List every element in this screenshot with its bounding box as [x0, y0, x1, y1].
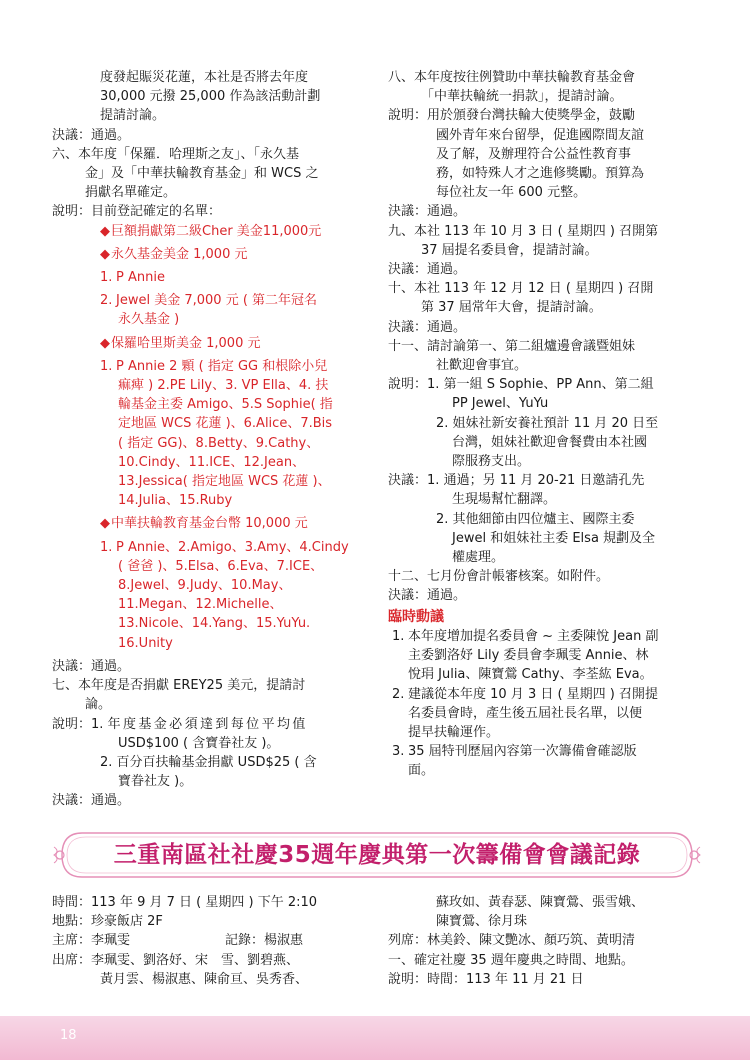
item-text: 本年度是否捐獻 EREY25 美元，提請討: [78, 678, 306, 694]
resolution: [52, 657, 370, 676]
item-number: 六、: [52, 146, 79, 162]
resolution-label: 決議：: [52, 793, 92, 809]
meeting-info-right: [388, 893, 700, 989]
text-line: ( 指定 GG)、8.Betty、9.Cathy、: [118, 435, 320, 451]
heading-text: 中華扶輪教育基金台幣 10,000 元: [111, 516, 308, 532]
text-line: 16.Unity: [118, 635, 173, 651]
motion-item: [388, 742, 700, 761]
item-six: [52, 145, 370, 164]
field-value: 林美鈴、陳文艷冰、顏巧筑、黃明清: [427, 933, 636, 949]
text-line: 37 屆提名委員會，提請討論。: [421, 242, 598, 258]
meeting-info-left: [52, 893, 372, 989]
text-line: Jewel 和姐妹社主委 Elsa 規劃及全: [452, 530, 656, 546]
text-line: 權處理。: [452, 550, 505, 566]
resolution: [388, 318, 700, 337]
donation-heading: [52, 514, 370, 533]
text-line: USD$100 ( 含寶眷社友 )。: [118, 735, 280, 751]
donation-heading: [52, 245, 370, 264]
explanation-label: 說明：: [388, 108, 428, 124]
text-line: 寶眷社友 )。: [118, 774, 193, 790]
field-value: 113 年 9 月 7 日 ( 星期四 ) 下午 2:10: [91, 895, 318, 910]
resolution-label: 決議：: [388, 204, 428, 220]
text-line: 提請討論。: [100, 108, 166, 124]
resolution-value: 通過。: [427, 262, 467, 278]
text-line: 金」及「中華扶輪教育基金」和 WCS 之: [85, 166, 319, 182]
text-line: 「中華扶輪統一捐款」，提請討論。: [421, 89, 623, 105]
list-number: 1.: [427, 473, 440, 489]
explanation: [388, 106, 700, 125]
explanation-label: 說明：: [52, 716, 92, 732]
item-text: 本年度按往例贊助中華扶輪教育基金會: [414, 70, 636, 85]
text-line: 度發起賑災花蓮，本社是否將去年度: [100, 70, 309, 85]
meeting-observers: [388, 931, 700, 950]
item-text: 請討論第一、第二組爐邊會議暨姐妹: [427, 338, 636, 354]
resolution: [388, 202, 700, 221]
motion-item: [388, 685, 700, 704]
banner-title: 三重南區社社慶35週年慶典第一次籌備會會議記錄: [113, 842, 641, 868]
text-line: 永久基金 ): [118, 312, 180, 328]
text-line: 名委員會時，產生後五屆社長名單，以便: [408, 705, 643, 721]
list-text: 通過；另 11 月 20-21 日邀請孔先: [443, 473, 645, 489]
resolution: [52, 791, 370, 810]
text-line: ( 爸爸 )、5.Elsa、6.Eva、7.ICE、: [118, 558, 324, 574]
item-text: 七月份會計帳審核案。如附件。: [427, 569, 610, 585]
meeting-place: [52, 912, 372, 931]
item-number: 九、: [388, 223, 415, 239]
item-nine: [388, 222, 700, 241]
section-heading: 臨時動議: [388, 608, 444, 625]
list-text: P Annie、2.Amigo、3.Amy、4.Cindy: [116, 539, 349, 555]
resolution-label: 決議：: [388, 319, 428, 335]
item-eleven: [388, 337, 700, 356]
text-line: 蘇玫如、黃春瑟、陳寶鶯、張雪娥、: [436, 895, 645, 910]
resolution-value: 通過。: [91, 658, 131, 674]
resolution-label: 決議：: [52, 658, 92, 674]
list-item: [388, 510, 700, 529]
item-number: 十一、: [388, 338, 428, 354]
explanation: [388, 375, 700, 394]
list-text: 建議從本年度 10 月 3 日 ( 星期四 ) 召開提: [408, 686, 659, 702]
list-number: 2.: [436, 415, 449, 431]
list-number: 1.: [100, 539, 113, 555]
diamond-icon: ◆: [100, 223, 110, 239]
field-value: 李珮雯: [91, 933, 131, 949]
text-line: 8.Jewel、9.Judy、10.May、: [118, 578, 292, 594]
list-text: P Annie 2 顆 ( 指定 GG 和根除小兒: [116, 358, 328, 374]
explanation-label: 說明：: [52, 204, 92, 220]
text-line: 論。: [85, 697, 112, 713]
item-number: 十、: [388, 281, 415, 297]
text-line: 11.Megan、12.Michelle、: [118, 597, 283, 613]
text-line: 13.Nicole、14.Yang、15.YuYu.: [118, 616, 311, 632]
item-text: 本年度「保羅．哈理斯之友」、「永久基: [78, 146, 300, 162]
heading-text: 巨額捐獻第二級Cher 美金11,000元: [111, 223, 322, 239]
text-line: 提早扶輪運作。: [408, 724, 500, 740]
text-line: 主委劉洛妤 Lily 委員會李珮雯 Annie、林: [408, 648, 649, 664]
resolution-label: 決議：: [388, 473, 428, 489]
list-number: 1.: [91, 716, 104, 732]
resolution: [388, 471, 700, 490]
meeting-attendees: [52, 951, 372, 970]
field-label: 列席：: [388, 933, 428, 949]
list-item: [52, 753, 370, 772]
list-text: 其他細節由四位爐主、國際主委: [452, 511, 635, 527]
item-number: 一、: [388, 952, 415, 968]
list-item: [52, 291, 370, 310]
heading-text: 永久基金美金 1,000 元: [111, 246, 248, 262]
list-number: 3.: [392, 744, 405, 760]
list-number: 2.: [100, 754, 113, 770]
field-label: 主席：: [52, 933, 92, 949]
text-line: 及了解，及辦理符合公益性教育事: [436, 146, 632, 162]
text-line: 每位社友一年 600 元整。: [436, 185, 587, 201]
field-value: 李珮雯、劉洛妤、宋 雪、劉碧燕、: [91, 952, 300, 968]
agenda-item-one: [388, 951, 700, 970]
donation-heading: [52, 334, 370, 353]
item-number: 十二、: [388, 569, 428, 585]
resolution-label: 決議：: [388, 588, 428, 604]
text-line: 13.Jessica( 指定地區 WCS 花蓮 )、: [118, 474, 331, 490]
field-value: 楊淑惠: [264, 933, 304, 949]
list-item: [52, 538, 370, 557]
item-ten: [388, 279, 700, 298]
item-number: 七、: [52, 678, 79, 694]
explanation-label: 說明：: [388, 971, 428, 987]
field-label: 地點：: [52, 914, 92, 930]
diamond-icon: ◆: [100, 246, 110, 262]
page-footer: [0, 1016, 750, 1060]
text-line: 10.Cindy、11.ICE、12.Jean、: [118, 454, 306, 470]
explanation-text: 時間：113 年 11 月 21 日: [427, 971, 584, 987]
resolution-label: 決議：: [52, 127, 92, 143]
motion-item: [388, 627, 700, 646]
text-line: 悅琄 Julia、陳寶鶯 Cathy、李荃紘 Eva。: [408, 667, 653, 683]
explanation-text: 目前登記確定的名單：: [91, 204, 222, 220]
resolution: [388, 586, 700, 605]
text-line: 國外青年來台留學，促進國際間友誼: [436, 127, 645, 143]
text-line: 輪基金主委 Amigo、5.S Sophie( 指: [118, 397, 333, 413]
resolution-value: 通過。: [427, 319, 467, 335]
text-line: 14.Julia、15.Ruby: [118, 493, 233, 509]
explanation: [52, 202, 370, 221]
text-line: 務，如特殊人才之進修獎勵。預算為: [436, 166, 645, 182]
explanation-label: 說明：: [388, 377, 428, 393]
text-line: 捐獻名單確定。: [85, 185, 177, 201]
item-twelve: [388, 567, 700, 586]
list-number: 1.: [427, 377, 440, 393]
list-number: 2.: [392, 686, 405, 702]
field-label: 記錄：: [225, 933, 265, 949]
resolution: [52, 126, 370, 145]
list-text: 35 屆特刊歷屆內容第一次籌備會確認版: [408, 744, 637, 760]
left-column: [52, 68, 370, 811]
text-line: 面。: [408, 763, 435, 779]
item-text: 本社 113 年 12 月 12 日 ( 星期四 ) 召開: [414, 281, 654, 297]
diamond-icon: ◆: [100, 516, 110, 532]
text-line: PP Jewel、YuYu: [452, 396, 549, 412]
list-text: 第一組 S Sophie、PP Ann、第二組: [443, 377, 654, 393]
resolution-label: 決議：: [388, 262, 428, 278]
item-number: 八、: [388, 70, 415, 85]
field-value: 珍豪飯店 2F: [91, 914, 163, 930]
item-text: 確定社慶 35 週年慶典之時間、地點。: [414, 952, 634, 968]
text-line: 陳寶鶯、徐月珠: [436, 914, 528, 930]
text-line: 生現場幫忙翻譯。: [452, 492, 557, 508]
list-number: 1.: [100, 358, 113, 374]
resolution: [388, 260, 700, 279]
text-line: 社歡迎會事宜。: [436, 358, 528, 374]
resolution-value: 通過。: [91, 127, 131, 143]
list-text: 年度基金必須達到每位平均值: [107, 716, 308, 732]
resolution-value: 通過。: [427, 204, 467, 220]
list-number: 2.: [100, 293, 113, 309]
donation-heading: [52, 222, 370, 241]
list-number: 2.: [436, 511, 449, 527]
explanation: [388, 970, 700, 989]
list-text: 本年度增加提名委員會 ~ 主委陳悅 Jean 副: [408, 628, 659, 644]
list-item: [52, 357, 370, 376]
text-line: 黃月雲、楊淑惠、陳俞亘、吳秀香、: [100, 971, 309, 987]
text-line: 痲痺 ) 2.PE Lily、3. VP Ella、4. 扶: [118, 378, 329, 394]
text-line: 台灣，姐妹社歡迎會餐費由本社國: [452, 434, 648, 450]
field-label: 時間：: [52, 895, 92, 910]
item-eight: [388, 68, 700, 87]
text-line: 30,000 元撥 25,000 作為該活動計劃: [100, 89, 321, 105]
heading-text: 保羅哈里斯美金 1,000 元: [111, 335, 261, 351]
meeting-chair: [52, 931, 372, 950]
explanation: [52, 715, 370, 734]
diamond-icon: ◆: [100, 335, 110, 351]
text-line: 第 37 屆常年大會，提請討論。: [421, 300, 602, 316]
section-banner: [52, 825, 702, 885]
item-text: 本社 113 年 10 月 3 日 ( 星期四 ) 召開第: [414, 223, 659, 239]
explanation-text: 用於頒發台灣扶輪大使獎學金，鼓勵: [427, 108, 636, 124]
resolution-value: 通過。: [91, 793, 131, 809]
right-column: [388, 68, 700, 781]
list-text: Jewel 美金 7,000 元 ( 第二年冠名: [116, 293, 318, 309]
page-number: 18: [60, 1028, 77, 1043]
item-seven: [52, 676, 370, 695]
list-item: [52, 268, 370, 287]
list-text: 百分百扶輪基金捐獻 USD$25 ( 含: [116, 754, 317, 770]
list-text: 姐妹社新安養社預計 11 月 20 日至: [452, 415, 659, 431]
resolution-value: 通過。: [427, 588, 467, 604]
list-text: P Annie: [116, 270, 165, 286]
field-label: 出席：: [52, 952, 92, 968]
list-number: 1.: [100, 270, 113, 286]
meeting-time: [52, 893, 372, 912]
list-number: 1.: [392, 628, 405, 644]
text-line: 定地區 WCS 花蓮 )、6.Alice、7.Bis: [118, 416, 333, 432]
text-line: 際服務支出。: [452, 454, 531, 470]
list-item: [388, 414, 700, 433]
